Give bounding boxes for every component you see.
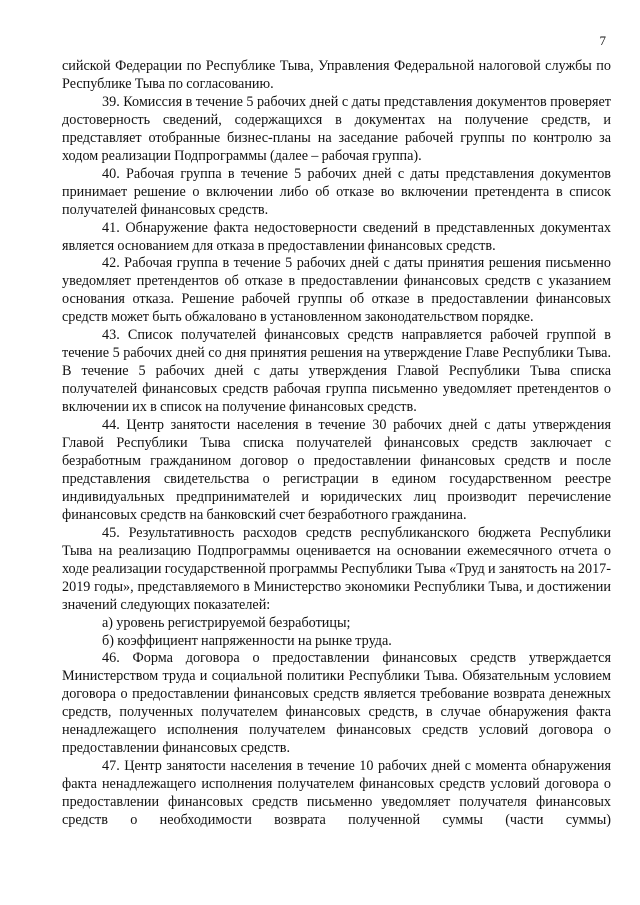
body-text xyxy=(62,58,611,830)
paragraph-39: 39. Комиссия в течение 5 рабочих дней с даты представления документов проверяет достоверность сведений, содержащихся в документах на получение средств, и представляет отобранные бизнес-планы на заседание рабочей группы по контролю за ходом реализации Подпрограммы (далее – рабочая группа). xyxy=(62,93,611,164)
paragraph-42: 42. Рабочая группа в течение 5 рабочих дней с даты принятия решения письменно уведомляет претендентов об отказе в предоставлении финансовых средств с указанием основания отказа. Решение рабочей группы об отказе в предоставлении финансовых средств может быть обжаловано в установленном законодательством порядке. xyxy=(62,255,611,326)
paragraph-44: 44. Центр занятости населения в течение 30 рабочих дней с даты утверждения Главой Республики Тыва списка получателей финансовых средств заключает с безработным гражданином договор о предоставлении финансовых средств и после представления свидетельства о регистрации в едином государственном реестре индивидуальных предпринимателей и юридических лиц производит перечисление финансовых средств на банковский счет безработного гражданина. xyxy=(62,417,611,523)
paragraph-46: 46. Форма договора о предоставлении финансовых средств утверждается Министерством труда и социальной политики Республики Тыва. Обязательным условием договора о предоставлении финансовых средств является требование возврата денежных средств, полученных получателем финансовых средств, в случае обнаружения факта ненадлежащего исполнения получателем финансовых средств условий договора о предоставлении финансовых средств. xyxy=(62,650,611,757)
paragraph-41: 41. Обнаружение факта недостоверности сведений в представленных документах является основанием для отказа в предоставлении финансовых средств. xyxy=(62,219,611,254)
paragraph-45: 45. Результативность расходов средств республиканского бюджета Республики Тыва на реализацию Подпрограммы оценивается на основании ежемесячного отчета о ходе реализации государственной программы Республики Тыва «Труд и занятость на 2017-2019 годы», представляемого в Министерство экономики Республики Тыва, и достижении значений следующих показателей: xyxy=(62,524,611,613)
paragraph-continuation: сийской Федерации по Республике Тыва, Управления Федеральной налоговой службы по Республике Тыва по согласованию. xyxy=(62,58,611,92)
paragraph-43: 43. Список получателей финансовых средств направляется рабочей группой в течение 5 рабочих дней со дня принятия решения на утверждение Главе Республики Тыва. В течение 5 рабочих дней с даты утверждения Главой Республики Тыва списка получателей финансовых средств рабочая группа письменно уведомляет претендентов о включении их в список на получение финансовых средств. xyxy=(62,327,611,416)
page-number: 7 xyxy=(599,33,606,48)
paragraph-45-item-a: а) уровень регистрируемой безработицы; xyxy=(102,614,351,631)
paragraph-47: 47. Центр занятости населения в течение 10 рабочих дней с момента обнаружения факта ненадлежащего исполнения получателем финансовых средств условий договора о предоставлении финансовых средств письменно уведомляет получателя финансовых средств о необходимости возврата полученной суммы (части суммы) xyxy=(62,758,611,829)
paragraph-45-item-b: б) коэффициент напряженности на рынке труда. xyxy=(102,632,392,649)
paragraph-40: 40. Рабочая группа в течение 5 рабочих дней с даты представления документов принимает решение о включении либо об отказе во включении претендента в список получателей финансовых средств. xyxy=(62,165,611,218)
